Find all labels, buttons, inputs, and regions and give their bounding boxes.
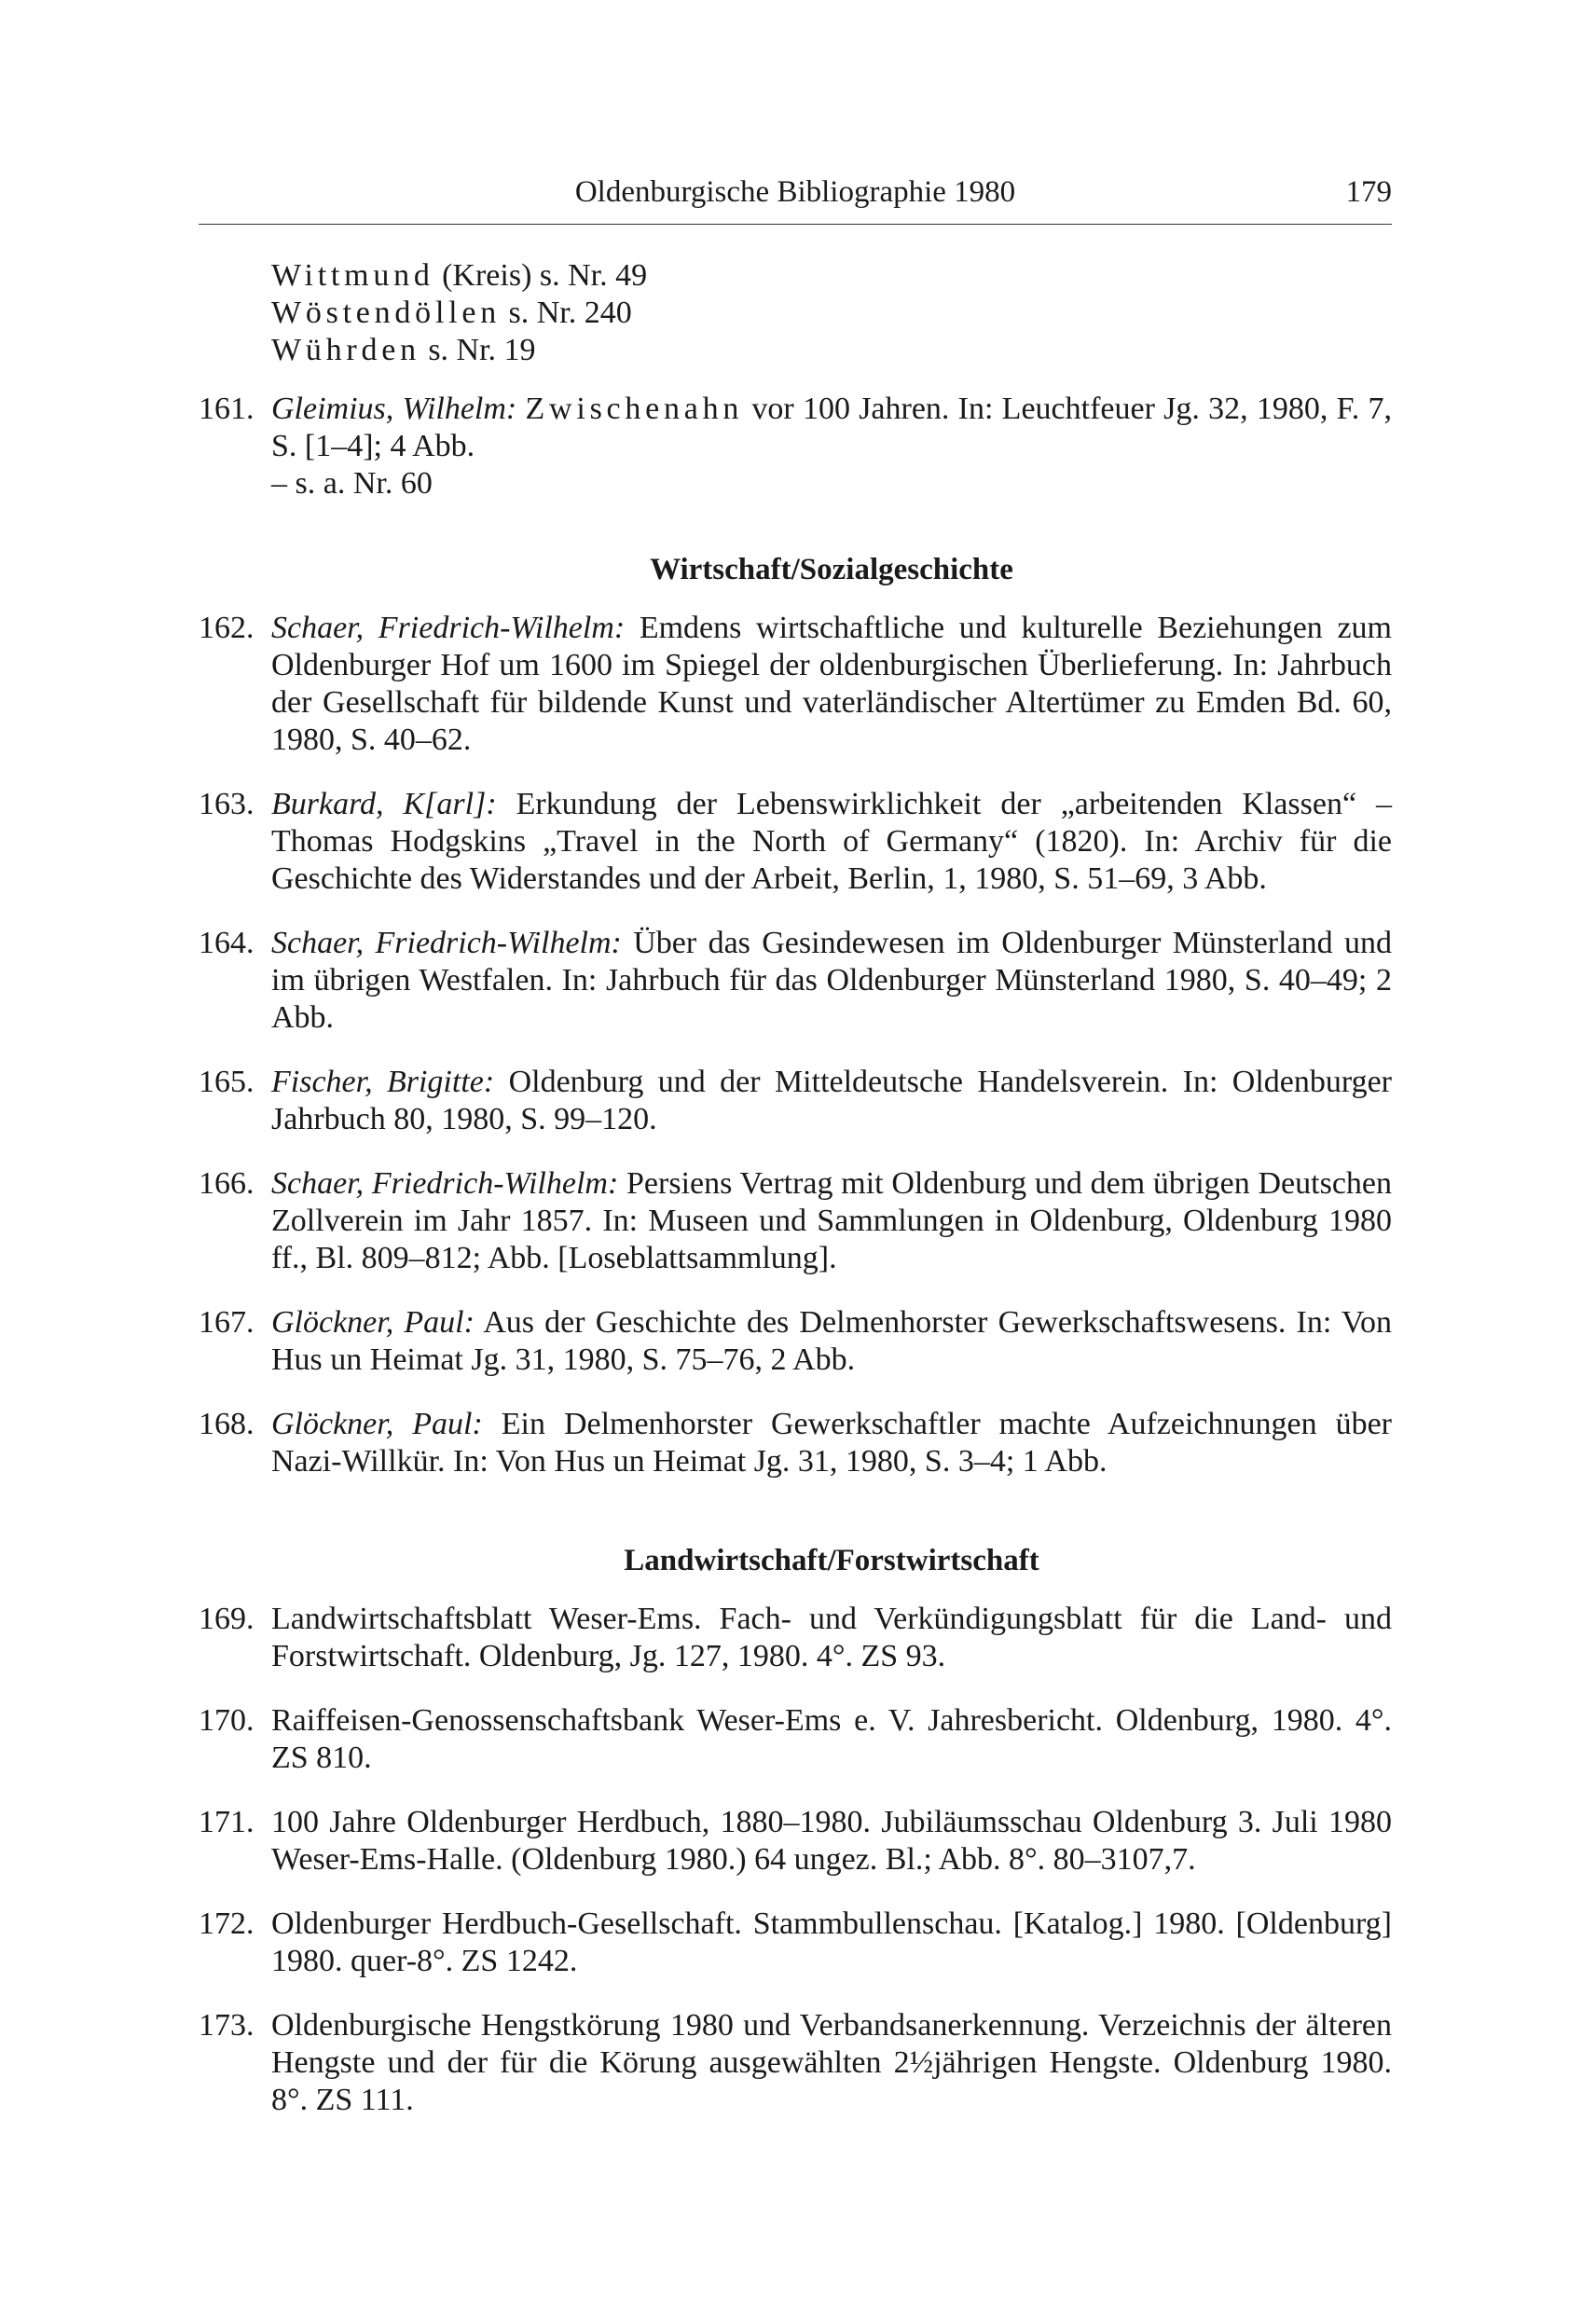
- bibliography-entry: [199, 1804, 1392, 1878]
- entry-text: Raiffeisen-Genossenschaftsbank Weser-Ems e. V. Jahresbericht. Oldenburg, 1980. 4°. ZS 810.: [271, 1703, 1392, 1775]
- entry-text: Oldenburgische Hengstkörung 1980 und Verbandsanerkennung. Verzeichnis der älteren Hengste und der für die Körung ausgewählten 2½jährigen Hengste. Oldenburg 1980. 8°. ZS 111.: [271, 2008, 1392, 2117]
- entry-author: Glöckner, Paul:: [271, 1407, 483, 1441]
- entry-text: Emdens wirtschaftliche und kulturelle Beziehungen zum Oldenburger Hof um 1600 im Spiegel der oldenburgischen Überlieferung. In: Jahrbuch der Gesellschaft für bildende Kunst und vaterländischer Altertümer zu Emden Bd. 60, 1980, S. 40–62.: [271, 611, 1392, 757]
- bibliography-entry: [199, 391, 1392, 502]
- header-rule: [199, 224, 1392, 225]
- entry-text: Oldenburg und der Mitteldeutsche Handelsverein. In: Oldenburger Jahrbuch 80, 1980, S. 99–120.: [271, 1065, 1392, 1136]
- page-number: 179: [1345, 175, 1392, 209]
- entry-number: 169.: [199, 1602, 255, 1636]
- xref-target: s. Nr. 240: [500, 296, 632, 330]
- entry-author: Glöckner, Paul:: [271, 1305, 475, 1340]
- cross-reference: [271, 257, 1392, 295]
- bibliography-entry: [199, 1064, 1392, 1138]
- xref-place: Wöstendöllen: [271, 296, 501, 330]
- xref-place: Wührden: [271, 333, 420, 367]
- bibliography-entry: [199, 1304, 1392, 1379]
- entry-number: 164.: [199, 926, 255, 960]
- entry-number: 166.: [199, 1166, 255, 1201]
- section-heading: Wirtschaft/Sozialgeschichte: [650, 553, 1013, 586]
- bibliography-entry: [199, 610, 1392, 759]
- bibliography-entry: [199, 786, 1392, 898]
- entry-text: Erkundung der Lebenswirklichkeit der „arbeitenden Klassen“ – Thomas Hodgskins „Travel in the North of Germany“ (1820). In: Archiv für die Geschichte des Widerstandes und der Arbeit, Berlin, 1, 1980, S. 51–69, 3 Abb.: [271, 787, 1392, 896]
- section-heading: Landwirtschaft/Forstwirtschaft: [624, 1544, 1039, 1577]
- entry-number: 168.: [199, 1407, 255, 1441]
- bibliography-entry: [199, 1601, 1392, 1675]
- entry-author: Schaer, Friedrich-Wilhelm:: [271, 1166, 619, 1201]
- cross-reference: [271, 295, 1392, 332]
- entry-author: Gleimius, Wilhelm:: [271, 392, 517, 426]
- xref-place: Wittmund: [271, 258, 434, 293]
- entry-number: 161.: [199, 392, 255, 426]
- bibliography-entry: [199, 1702, 1392, 1777]
- see-also: – s. a. Nr. 60: [271, 466, 433, 501]
- entry-author: Schaer, Friedrich-Wilhelm:: [271, 611, 626, 645]
- entry-author: Schaer, Friedrich-Wilhelm:: [271, 926, 622, 960]
- entry-text: vor 100 Jahren. In: Leuchtfeuer Jg. 32, 1980, F. 7, S. [1–4]; 4 Abb.: [271, 392, 1393, 463]
- entry-author: Fischer, Brigitte:: [271, 1065, 495, 1099]
- entry-number: 162.: [199, 611, 255, 645]
- entry-number: 165.: [199, 1065, 255, 1099]
- running-title: Oldenburgische Bibliographie 1980: [574, 175, 1016, 209]
- running-head: [199, 173, 1392, 211]
- bibliography-entry: [199, 1406, 1392, 1480]
- entry-text: Über das Gesindewesen im Oldenburger Münsterland und im übrigen Westfalen. In: Jahrbuch für das Oldenburger Münsterland 1980, S. 40–49; 2 Abb.: [271, 926, 1393, 1035]
- entry-text: Oldenburger Herdbuch-Gesellschaft. Stammbullenschau. [Katalog.] 1980. [Oldenburg] 1980. quer-8°. ZS 1242.: [271, 1906, 1392, 1978]
- entry-text: Aus der Geschichte des Delmenhorster Gewerkschaftswesens. In: Von Hus un Heimat Jg. 31, 1980, S. 75–76, 2 Abb.: [271, 1305, 1393, 1377]
- entry-author: Burkard, K[arl]:: [271, 787, 497, 821]
- entry-text: 100 Jahre Oldenburger Herdbuch, 1880–1980. Jubiläumsschau Oldenburg 3. Juli 1980 Weser-Ems-Halle. (Oldenburg 1980.) 64 ungez. Bl.; Abb. 8°. 80–3107,7.: [271, 1805, 1392, 1877]
- entry-number: 163.: [199, 787, 255, 821]
- entry-number: 171.: [199, 1805, 255, 1839]
- content: [199, 257, 1392, 2146]
- entry-number: 172.: [199, 1906, 255, 1941]
- bibliography-entry: [199, 2007, 1392, 2119]
- cross-reference: [271, 332, 1392, 369]
- entry-number: 167.: [199, 1305, 255, 1340]
- entry-number: 173.: [199, 2008, 255, 2043]
- bibliography-entry: [199, 925, 1392, 1037]
- entry-place: Zwischenahn: [525, 392, 744, 426]
- xref-target: s. Nr. 19: [420, 333, 536, 367]
- bibliography-entry: [199, 1165, 1392, 1277]
- entry-text: Persiens Vertrag mit Oldenburg und dem übrigen Deutschen Zollverein im Jahr 1857. In: Museen und Sammlungen in Oldenburg, Oldenburg 1980 ff., Bl. 809–812; Abb. [Loseblattsammlung].: [271, 1166, 1392, 1275]
- bibliography-entry: [199, 1906, 1392, 1980]
- entry-text: Ein Delmenhorster Gewerkschaftler machte Aufzeichnungen über Nazi-Willkür. In: Von Hus un Heimat Jg. 31, 1980, S. 3–4; 1 Abb.: [271, 1407, 1393, 1479]
- entry-number: 170.: [199, 1703, 255, 1738]
- xref-target: (Kreis) s. Nr. 49: [433, 258, 648, 293]
- entry-text: Landwirtschaftsblatt Weser-Ems. Fach- und Verkündigungsblatt für die Land- und Forstwirtschaft. Oldenburg, Jg. 127, 1980. 4°. ZS 93.: [271, 1602, 1392, 1673]
